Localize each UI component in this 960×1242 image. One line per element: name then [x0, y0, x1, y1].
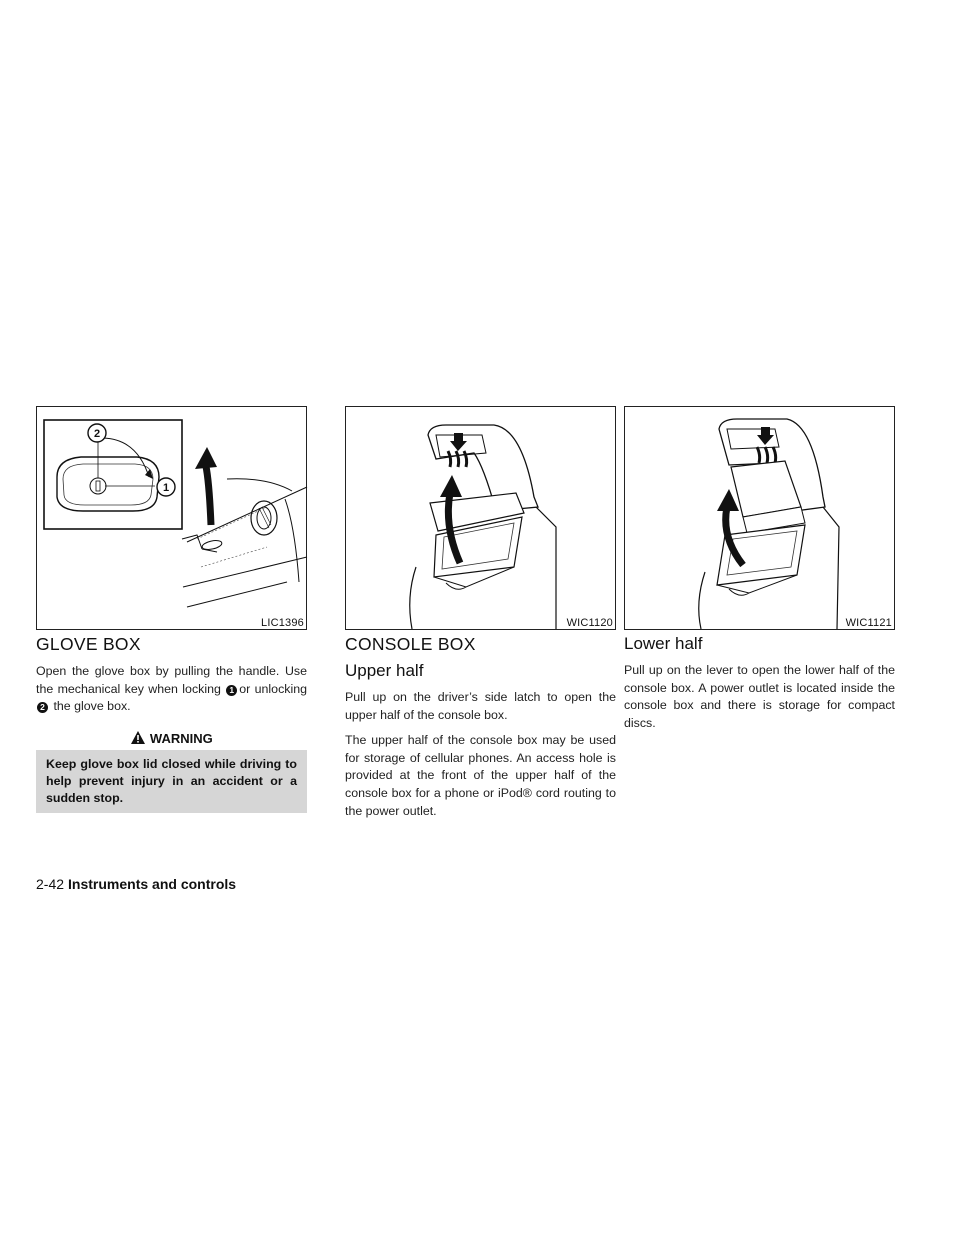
- lower-half-subheading: Lower half: [624, 634, 703, 653]
- figure-code: WIC1120: [566, 617, 613, 629]
- callout-1-label: 1: [162, 482, 170, 494]
- warning-icon: [130, 730, 146, 745]
- console-box-heading: CONSOLE BOX: [345, 634, 476, 654]
- warning-text: Keep glove box lid closed while driving to help prevent injury in an accident or a sudden stop.: [36, 750, 307, 814]
- lower-half-section: [624, 632, 895, 732]
- glove-box-illustration: [37, 407, 308, 631]
- glove-box-heading: GLOVE BOX: [36, 634, 141, 654]
- glove-box-section: [36, 632, 307, 813]
- page-number: 2-42: [36, 876, 65, 892]
- section-title: Instruments and controls: [68, 876, 237, 892]
- console-lower-illustration: [625, 407, 896, 631]
- callout-2-marker: 2: [37, 702, 48, 713]
- figure-console-lower: [624, 406, 895, 630]
- figure-code: LIC1396: [261, 617, 304, 629]
- glove-box-text-mid: or unlocking: [239, 681, 307, 696]
- warning-header: [36, 728, 307, 750]
- page-footer: [36, 876, 236, 892]
- figure-glove-box: [36, 406, 307, 630]
- callout-2-label: 2: [93, 428, 101, 440]
- upper-half-paragraph-2: The upper half of the console box may be used for storage of cellular phones. An access hole is provided at the front of the upper half of the console box for a phone or iPod® cord routing to the power outlet.: [345, 733, 616, 818]
- figure-code: WIC1121: [845, 617, 892, 629]
- upper-half-subheading: Upper half: [345, 661, 424, 680]
- glove-box-text-end: the glove box.: [53, 699, 131, 714]
- glove-box-text-start: Open the glove box by pulling the handle. Use the mechanical key when locking: [36, 664, 307, 696]
- figure-console-upper: [345, 406, 616, 630]
- warning-label: WARNING: [149, 730, 213, 746]
- lower-half-paragraph-1: Pull up on the lever to open the lower half of the console box. A power outlet is located inside the console box and there is storage for compact discs.: [624, 663, 895, 730]
- callout-1-marker: 1: [226, 685, 237, 696]
- console-box-section: [345, 632, 616, 820]
- upper-half-paragraph-1: Pull up on the driver’s side latch to open the upper half of the console box.: [345, 690, 616, 722]
- glove-box-paragraph: [36, 663, 307, 716]
- console-upper-illustration: [346, 407, 617, 631]
